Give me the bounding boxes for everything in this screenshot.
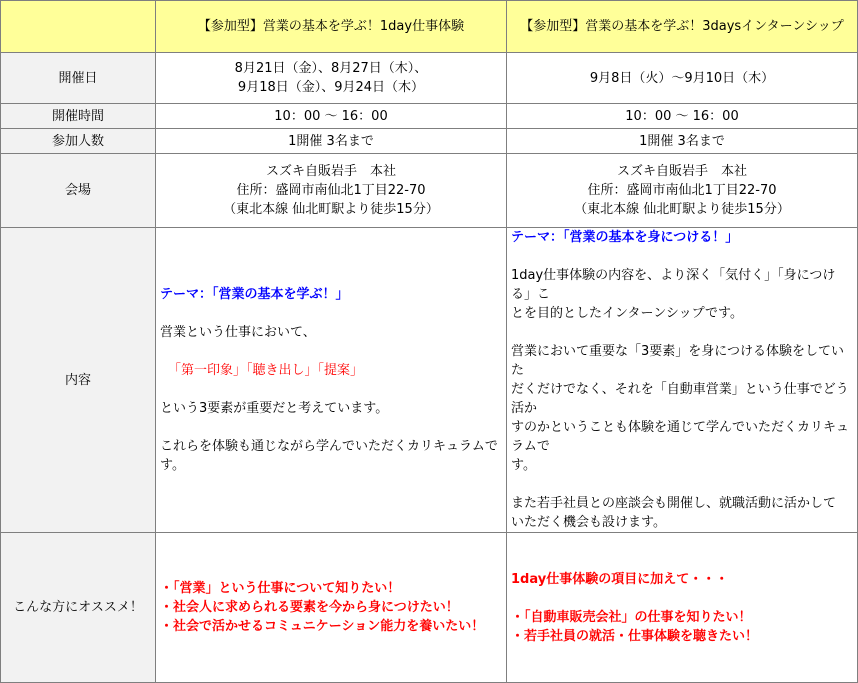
date-3days: 9月8日（火）～9月10日（木） (507, 53, 858, 104)
row-time (1, 104, 858, 129)
content-highlight: 「第一印象」「聴き出し」「提案」 (168, 363, 364, 378)
time-3days: 10：00 ～ 16：00 (507, 104, 858, 129)
row-venue (1, 154, 858, 228)
recommend-item: ・「自動車販売会社」の仕事を知りたい！ (511, 609, 752, 625)
venue-1day (156, 154, 507, 228)
content-line: 営業において重要な「3要素」を身につける体験をしていた (511, 344, 845, 378)
column-header-3days: 【参加型】営業の基本を学ぶ！3daysインターンシップ (507, 1, 858, 53)
content-paragraph (511, 342, 851, 475)
date-1day-line: 9月18日（金）、9月24日（木） (237, 80, 425, 95)
recommend-intro: 1day仕事体験の項目に加えて・・・ (511, 571, 729, 587)
row-label-date: 開催日 (1, 53, 156, 104)
time-1day: 10：00 ～ 16：00 (156, 104, 507, 129)
content-paragraph (511, 266, 851, 323)
venue-line: （東北本線 仙北町駅より徒歩15分） (223, 202, 439, 217)
venue-line: 住所：盛岡市南仙北1丁目22-70 (236, 183, 426, 198)
venue-line: （東北本線 仙北町駅より徒歩15分） (574, 202, 790, 217)
venue-3days (507, 154, 858, 228)
recommend-item: ・若手社員の就活・仕事体験を聴きたい！ (511, 628, 759, 644)
recommend-item: ・社会人に求められる要素を今から身につけたい！ (160, 600, 459, 615)
row-content (1, 228, 858, 533)
row-label-venue: 会場 (1, 154, 156, 228)
recommend-3days (507, 533, 858, 683)
row-capacity (1, 129, 858, 154)
content-line: す。 (511, 458, 536, 473)
content-paragraph (511, 494, 851, 532)
content-line: また若手社員との座談会も開催し、就職活動に活かして (511, 496, 837, 511)
venue-line: スズキ自販岩手 本社 (616, 164, 747, 179)
row-date (1, 53, 858, 104)
header-row (1, 1, 858, 53)
row-label-content: 内容 (1, 228, 156, 533)
content-line: 営業という仕事において、 (160, 325, 316, 340)
content-line: だくだけでなく、それを「自動車営業」という仕事でどう活か (511, 382, 849, 416)
venue-line: スズキ自販岩手 本社 (265, 164, 396, 179)
row-label-time: 開催時間 (1, 104, 156, 129)
content-line: いただく機会も設けます。 (511, 515, 666, 530)
column-header-1day: 【参加型】営業の基本を学ぶ！1day仕事体験 (156, 1, 507, 53)
venue-line: 住所：盛岡市南仙北1丁目22-70 (587, 183, 777, 198)
content-3days (507, 228, 858, 533)
date-1day-line: 8月21日（金）、8月27日（木）、 (234, 61, 428, 76)
date-1day (156, 53, 507, 104)
recommend-item: ・「営業」という仕事について知りたい！ (160, 581, 401, 596)
capacity-1day: 1開催 3名まで (156, 129, 507, 154)
row-label-recommend: こんな方にオススメ！ (1, 533, 156, 683)
content-theme: テーマ：「営業の基本を学ぶ！」 (160, 287, 349, 302)
content-line: 1day仕事体験の内容を、より深く「気付く」「身につける」こ (511, 268, 836, 302)
header-empty-cell (1, 1, 156, 53)
content-line: という3要素が重要だと考えています。 (160, 401, 389, 416)
content-1day (156, 228, 507, 533)
row-label-capacity: 参加人数 (1, 129, 156, 154)
capacity-3days: 1開催 3名まで (507, 129, 858, 154)
content-theme: テーマ：「営業の基本を身につける！」 (511, 230, 739, 245)
recommend-1day (156, 533, 507, 683)
row-recommend (1, 533, 858, 683)
recommend-item: ・社会で活かせるコミュニケーション能力を養いたい！ (160, 619, 485, 634)
content-line: すのかということも体験を通じて学んでいただくカリキュラムで (511, 420, 850, 454)
content-line: これらを体験も通じながら学んでいただくカリキュラムです。 (160, 439, 498, 473)
content-line: とを目的としたインターンシップです。 (511, 306, 743, 321)
